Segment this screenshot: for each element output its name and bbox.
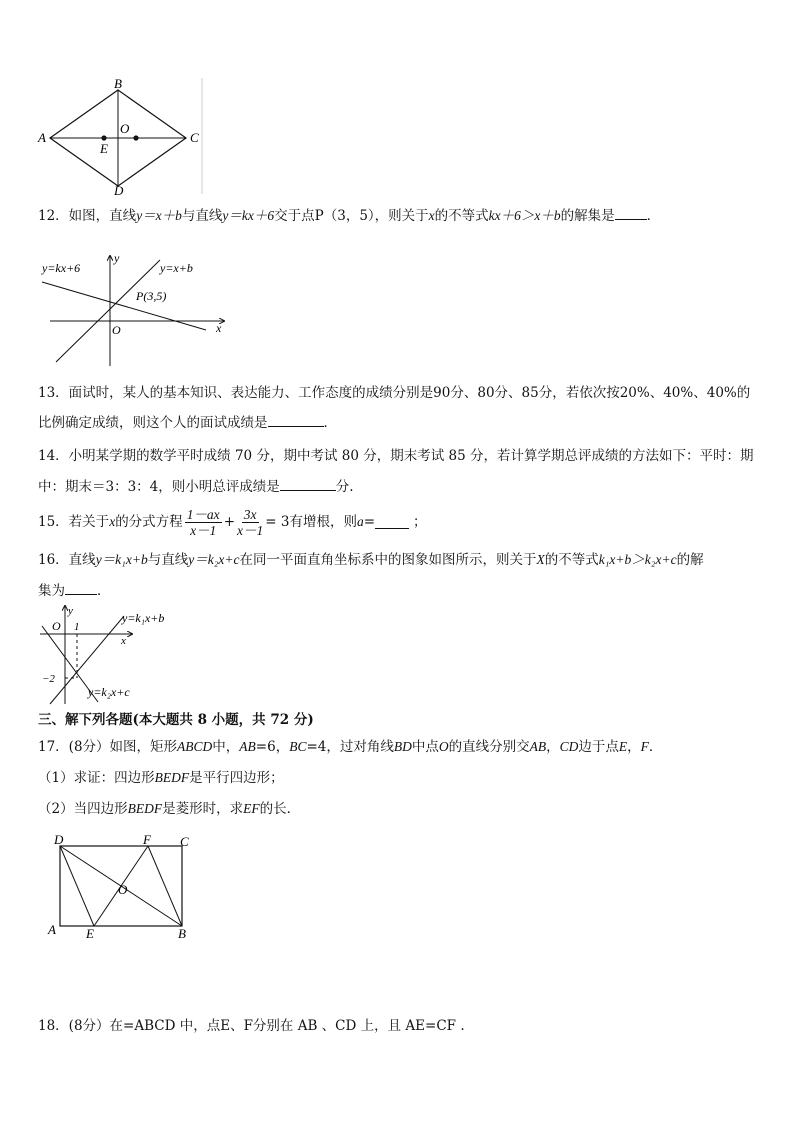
label-B: B [114,78,122,91]
answer-blank[interactable] [280,478,336,491]
rect-label-B: B [178,926,186,941]
question-13-line1: 13．面试时，某人的基本知识、表达能力、工作态度的成绩分别是90分、80分、85分，若依次按20%、40%、40%的 [38,385,751,401]
rect-label-E: E [86,926,94,941]
line-label-2: y=x+b [160,261,193,275]
line-label-1: y=kx+6 [42,261,81,275]
q16-graph [36,604,186,706]
rectangle-figure [44,832,204,942]
question-14-line2: 中：期末＝3：3：4，则小明总评成绩是 分. [38,479,354,495]
q16-line-label-1: y=k₁x+b [122,611,165,625]
question-18: 18．(8分）在=ABCD 中，点E、F分别在 AB 、CD 上，且 AE=CF . [38,1018,465,1034]
question-17-part2: （2）当四边形BEDF是菱形时，求EF的长． [38,801,301,817]
q16-tick-minus2: −2 [42,673,55,685]
label-A: A [38,130,46,145]
q16-origin: O [52,619,61,633]
answer-blank[interactable] [615,207,647,220]
axis-x: x [216,321,222,335]
label-E: E [100,141,108,156]
label-D: D [114,183,124,196]
q16-tick-1: 1 [74,621,80,633]
rect-label-C: C [180,834,189,849]
fraction-2: $\frac{3x}{x-1}$ [237,506,264,538]
q16-line-label-2: y=k₂x+c [88,685,130,699]
question-12: 12．如图，直线y＝x＋b与直线y＝kx＋6交于点P（3，5），则关于x的不等式kx＋6＞x＋b的解集是 ． [38,208,661,224]
question-14-line1: 14．小明某学期的数学平时成绩 70 分，期中考试 80 分，期末考试 85 分，若计算学期总评成绩的方法如下：平时：期 [38,448,754,464]
question-16-line2: 集为 ． [38,583,111,599]
axis-y: y [114,252,120,265]
rect-label-F: F [143,832,151,847]
rect-label-D: D [54,832,64,847]
label-C: C [190,130,199,145]
question-13-line2: 比例确定成绩，则这个人的面试成绩是 ． [38,415,337,431]
fraction-1: $\frac{1-ax}{x-1}$ [186,506,220,538]
rhombus-figure [34,78,214,196]
q16-axis-y: y [68,605,73,617]
section-heading: 三、解下列各题(本大题共 8 小题，共 72 分) [38,712,314,728]
rect-label-A: A [48,922,56,937]
origin-O: O [112,323,121,337]
rect-label-O: O [118,882,128,897]
q16-axis-x: x [121,635,126,647]
question-15: 15．若关于 x 的分式方程 $\frac{1-ax}{x-1}$ + $\frac{3x}{x-1}$ = 3有增根，则 a = ； [38,506,427,538]
answer-blank[interactable] [375,516,409,529]
question-16-line1: 16．直线y＝k₁x+b与直线y＝k₂x+c在同一平面直角坐标系中的图象如图所示，则关于X的不等式k₁x+b＞k₂x+c的解 [38,552,704,568]
question-17: 17．(8分）如图，矩形ABCD中，AB=6，BC=4，过对角线BD中点O的直线分别交AB，CD边于点E，F． [38,739,663,755]
point-P: P(3,5) [136,289,167,303]
answer-blank[interactable] [268,414,324,427]
answer-blank[interactable] [65,582,97,595]
q12-graph [38,252,228,368]
question-17-part1: （1）求证：四边形BEDF是平行四边形； [38,770,284,786]
label-O: O [120,121,130,136]
